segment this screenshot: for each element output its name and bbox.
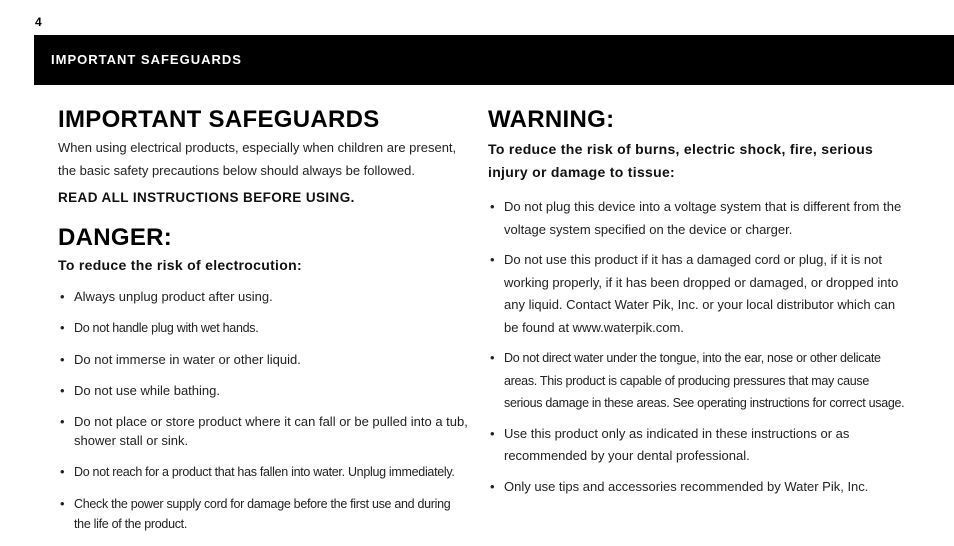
bullet-icon: • (490, 350, 495, 365)
section-header-title: IMPORTANT SAFEGUARDS (51, 52, 242, 67)
list-item (58, 287, 468, 306)
bullet-icon: • (60, 352, 65, 367)
list-item (488, 347, 908, 415)
bullet-icon: • (60, 496, 65, 511)
warning-list (488, 196, 908, 498)
danger-heading: DANGER: (58, 224, 173, 251)
danger-subheading: To reduce the risk of electrocution: (58, 257, 302, 273)
list-item-text: Check the power supply cord for damage before the first use and during the life of the product. (74, 497, 451, 531)
list-item-text: Always unplug product after using. (74, 289, 273, 304)
bullet-icon: • (490, 252, 495, 267)
list-item-text: Do not handle plug with wet hands. (74, 321, 259, 335)
list-item (58, 350, 468, 369)
list-item-text: Do not use this product if it has a damaged cord or plug, if it is not working properly, if it has been dropped or damaged, or dropped into any liquid. Contact Water Pik, Inc. or your local distributor which can be found at www.waterpik.com. (504, 252, 899, 335)
list-item (488, 476, 908, 499)
list-item (58, 318, 468, 338)
left-column (58, 104, 468, 546)
bullet-icon: • (490, 199, 495, 214)
list-item-text: Do not immerse in water or other liquid. (74, 352, 301, 367)
safeguards-heading: IMPORTANT SAFEGUARDS (58, 106, 380, 133)
page-number: 4 (35, 15, 42, 29)
list-item (488, 196, 908, 241)
intro-text: When using electrical products, especially when children are present, the basic safety precautions below should always be followed. (58, 140, 457, 178)
bullet-icon: • (60, 464, 65, 479)
list-item-text: Only use tips and accessories recommended by Water Pik, Inc. (504, 478, 869, 494)
list-item (58, 494, 468, 534)
warning-heading: WARNING: (488, 106, 615, 133)
list-item (58, 412, 468, 450)
list-item (58, 462, 468, 482)
bullet-icon: • (60, 289, 65, 304)
danger-list (58, 287, 468, 534)
list-item-text: Do not use while bathing. (74, 383, 220, 398)
bullet-icon: • (60, 320, 65, 335)
bullet-icon: • (490, 478, 495, 494)
list-item-text: Do not place or store product where it can fall or be pulled into a tub, shower stall or sink. (74, 414, 468, 448)
list-item-text: Do not reach for a product that has fallen into water. Unplug immediately. (74, 465, 455, 479)
list-item-text: Do not direct water under the tongue, into the ear, nose or other delicate areas. This product is capable of producing pressures that may cause serious damage in these areas. See operating instructions for correct usage. (504, 351, 905, 410)
section-header-bar (34, 35, 954, 85)
bullet-icon: • (60, 414, 65, 429)
read-all-notice: READ ALL INSTRUCTIONS BEFORE USING. (58, 190, 355, 205)
list-item (488, 423, 908, 468)
list-item (488, 249, 908, 339)
bullet-icon: • (60, 383, 65, 398)
bullet-icon: • (490, 425, 495, 441)
list-item-text: Do not plug this device into a voltage system that is different from the voltage system specified on the device or charger. (504, 199, 902, 237)
right-column (488, 104, 908, 506)
list-item (58, 381, 468, 400)
list-item-text: Use this product only as indicated in these instructions or as recommended by your dental professional. (504, 425, 850, 463)
warning-subheading: To reduce the risk of burns, electric shock, fire, serious injury or damage to tissue: (488, 141, 874, 180)
